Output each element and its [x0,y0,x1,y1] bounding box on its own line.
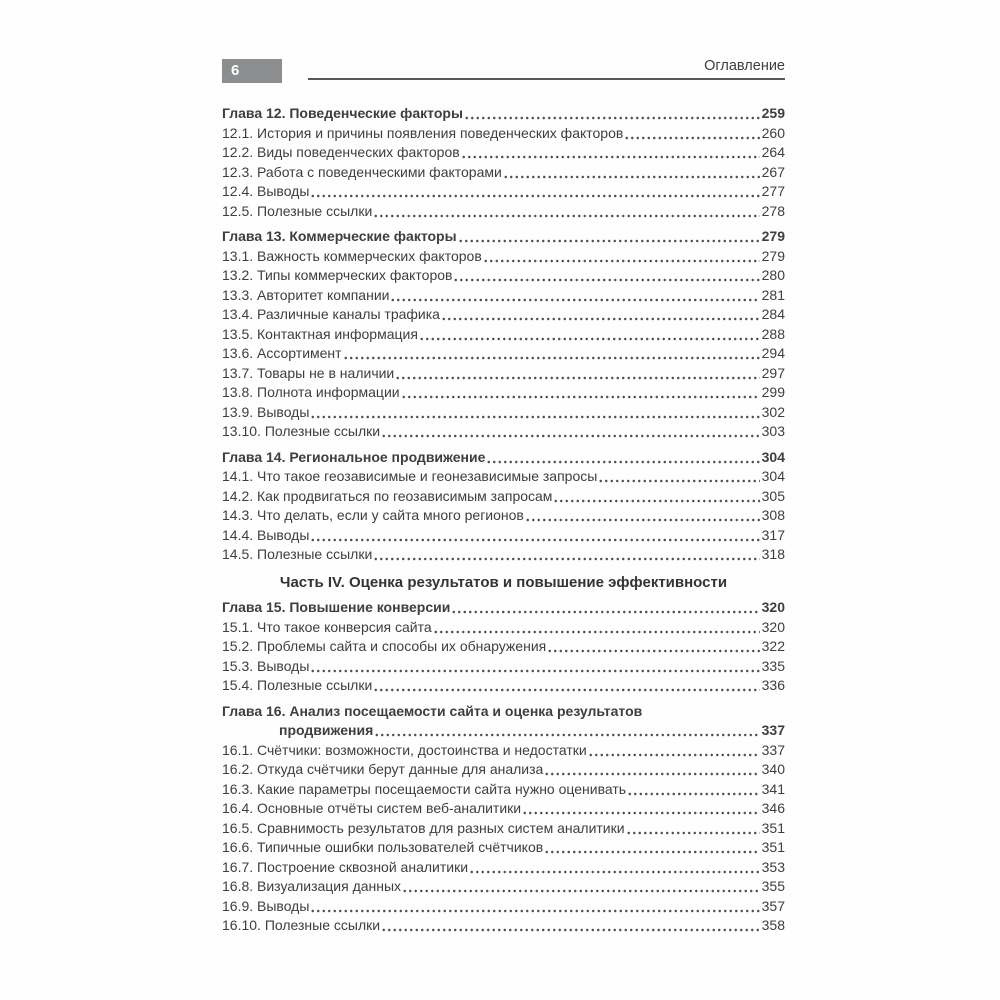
toc-entry-page-number: 277 [761,183,785,199]
toc-entry-page-number: 355 [761,878,785,894]
chapter-heading-row [222,598,785,618]
toc-entry-label: 12.1. История и причины появления поведенческих факторов [222,124,624,141]
toc-entry-page-number: 288 [761,325,785,342]
toc-entry-page-number: 308 [761,507,785,523]
toc-entry-page-number: 264 [761,144,785,160]
toc-entry-label: 14.3. Что делать, если у сайта много регионов [222,507,524,523]
toc-entry-label: 15.3. Выводы [222,657,310,674]
dot-leader [624,124,759,144]
dot-leader [464,104,760,124]
dot-leader [310,526,759,546]
toc-entry-page-number: 278 [761,202,785,219]
toc-entry-row [222,897,785,917]
toc-entry-label: 16.5. Сравнимость результатов для разных систем аналитики [222,819,625,836]
toc-entry-row [222,819,785,839]
toc-entry-row [222,266,785,286]
toc-entry-label: 13.8. Полнота информации [222,384,400,400]
toc-entry-row [222,657,785,677]
dot-leader [503,163,760,183]
table-of-contents [222,97,785,936]
dot-leader [310,182,759,202]
toc-entry-label: 13.7. Товары не в наличии [222,364,395,381]
toc-entry-label: Глава 13. Коммерческие факторы [222,228,457,244]
toc-entry-row [222,383,785,403]
toc-entry-page-number: 322 [761,638,785,654]
toc-entry-label: 12.3. Работа с поведенческими факторами [222,163,502,180]
toc-entry-page-number: 284 [761,306,785,322]
toc-entry-row [222,545,785,565]
dot-leader [486,448,759,468]
part-heading [222,573,785,593]
dot-leader [522,799,760,819]
toc-entry-page-number: 305 [761,487,785,504]
toc-entry-row [222,247,785,267]
toc-entry-row [222,637,785,657]
toc-entry-page-number: 294 [761,345,785,361]
toc-entry-page-number: 317 [761,526,785,543]
chapter-heading-continuation-row [222,721,785,741]
dot-leader [310,657,759,677]
toc-entry-label: 13.10. Полезные ссылки [222,423,381,439]
toc-entry-page-number: 318 [761,546,785,562]
toc-entry-page-number: 302 [761,403,785,420]
dot-leader [419,325,760,345]
toc-entry-row [222,305,785,325]
toc-entry-label: 16.6. Типичные ошибки пользователей счётчиков [222,839,544,855]
dot-leader [544,838,759,858]
toc-entry-row [222,487,785,507]
toc-entry-label: Глава 15. Повышение конверсии [222,599,451,615]
toc-entry-label: 16.10. Полезные ссылки [222,917,381,933]
dot-leader [525,506,760,526]
toc-entry-label: Глава 12. Поведенческие факторы [222,105,463,121]
toc-entry-page-number: 299 [761,384,785,400]
toc-entry-row [222,143,785,163]
toc-entry-label: 12.4. Выводы [222,183,310,199]
toc-entry-label: 15.4. Полезные ссылки [222,677,373,693]
toc-entry-page-number: 337 [761,741,785,758]
toc-entry-label: 13.2. Типы коммерческих факторов [222,267,453,283]
toc-entry-row [222,325,785,345]
toc-entry-page-number: 358 [761,917,785,933]
toc-entry-page-number: 297 [761,364,785,381]
toc-entry-label: 12.5. Полезные ссылки [222,202,373,219]
dot-leader [588,741,760,761]
toc-entry-row [222,403,785,423]
page-number-badge: 6 [222,59,282,83]
toc-entry-label: 15.2. Проблемы сайта и способы их обнаружения [222,638,547,654]
toc-entry-row [222,780,785,800]
toc-entry-row [222,202,785,222]
toc-entry-row [222,163,785,183]
dot-leader [451,598,759,618]
toc-entry-row [222,760,785,780]
toc-entry-label: 16.4. Основные отчёты систем веб-аналитики [222,800,522,816]
toc-entry-label: 13.4. Различные каналы трафика [222,306,440,322]
toc-entry-page-number: 341 [761,780,785,797]
dot-leader [310,897,759,917]
toc-entry-row [222,364,785,384]
toc-entry-page-number: 280 [761,267,785,283]
toc-entry-label: 16.1. Счётчики: возможности, достоинства и недостатки [222,741,587,758]
toc-entry-label: 13.3. Авторитет компании [222,286,390,303]
toc-entry-label: Глава 14. Региональное продвижение [222,448,486,465]
toc-entry-label: 13.1. Важность коммерческих факторов [222,247,482,264]
toc-entry-row [222,344,785,364]
toc-entry-row [222,877,785,897]
toc-entry-page-number: 279 [761,247,785,264]
toc-entry-row [222,799,785,819]
toc-entry-label: 16.9. Выводы [222,897,310,914]
toc-entry-row [222,467,785,487]
chapter-heading-row [222,702,785,722]
toc-entry-page-number: 353 [761,858,785,875]
toc-entry-label: 13.9. Выводы [222,403,310,420]
part-heading-label: Часть IV. Оценка результатов и повышение эффективности [279,573,728,591]
dot-leader [373,545,759,565]
dot-leader [401,383,760,403]
toc-entry-page-number: 320 [761,618,785,635]
toc-entry-label: 16.7. Построение сквозной аналитики [222,858,469,875]
toc-entry-label: продвижения [279,722,374,738]
toc-entry-page-number: 340 [761,761,785,777]
dot-leader [547,637,759,657]
dot-leader [627,780,760,800]
dot-leader [395,364,759,384]
toc-entry-page-number: 351 [761,839,785,855]
toc-entry-label: 16.3. Какие параметры посещаемости сайта нужно оценивать [222,780,627,797]
toc-entry-page-number: 304 [761,468,785,484]
toc-entry-page-number: 259 [761,105,785,121]
dot-leader [402,877,760,897]
dot-leader [433,618,760,638]
dot-leader [381,422,760,442]
toc-entry-page-number: 336 [761,677,785,693]
toc-entry-row [222,422,785,442]
chapter-heading-row [222,227,785,247]
toc-entry-page-number: 335 [761,657,785,674]
dot-leader [310,403,759,423]
dot-leader [544,760,759,780]
toc-entry-label: 15.1. Что такое конверсия сайта [222,618,432,635]
toc-entry-row [222,526,785,546]
toc-entry-page-number: 279 [761,228,785,244]
toc-entry-row [222,506,785,526]
chapter-heading-row [222,448,785,468]
toc-entry-page-number: 260 [761,124,785,141]
dot-leader [453,266,759,286]
dot-leader [381,916,760,936]
toc-entry-label: 14.1. Что такое геозависимые и геонезависимые запросы [222,468,598,484]
dot-leader [483,247,760,267]
toc-entry-page-number: 346 [761,800,785,816]
toc-entry-row [222,916,785,936]
toc-entry-page-number: 337 [761,722,785,738]
dot-leader [441,305,760,325]
toc-entry-label: 16.2. Откуда счётчики берут данные для анализа [222,761,544,777]
toc-entry-label: 16.8. Визуализация данных [222,878,402,894]
dot-leader [390,286,759,306]
toc-entry-page-number: 320 [761,599,785,615]
dot-leader [469,858,760,878]
toc-entry-row [222,182,785,202]
dot-leader [626,819,760,839]
dot-leader [374,721,759,741]
dot-leader [343,344,760,364]
dot-leader [598,467,759,487]
chapter-heading-row [222,104,785,124]
toc-entry-page-number: 281 [761,286,785,303]
toc-entry-page-number: 357 [761,897,785,914]
toc-entry-row [222,124,785,144]
toc-entry-label: Глава 16. Анализ посещаемости сайта и оценка результатов [222,702,643,719]
toc-entry-label: 14.2. Как продвигаться по геозависимым запросам [222,487,553,504]
toc-entry-page-number: 351 [761,819,785,836]
toc-entry-row [222,838,785,858]
dot-leader [373,676,759,696]
header-rule [308,78,785,80]
toc-entry-label: 13.5. Контактная информация [222,325,418,342]
toc-entry-row [222,618,785,638]
toc-entry-row [222,286,785,306]
dot-leader [553,487,759,507]
toc-entry-page-number: 303 [761,423,785,439]
running-title: Оглавление [704,58,785,74]
toc-entry-row [222,676,785,696]
toc-entry-page-number: 267 [761,163,785,180]
toc-entry-label: 14.5. Полезные ссылки [222,546,373,562]
toc-entry-label: 13.6. Ассортимент [222,345,342,361]
toc-entry-row [222,741,785,761]
dot-leader [458,227,760,247]
toc-entry-page-number: 304 [761,448,785,465]
toc-entry-row [222,858,785,878]
dot-leader [461,143,760,163]
toc-entry-label: 12.2. Виды поведенческих факторов [222,144,460,160]
toc-entry-label: 14.4. Выводы [222,526,310,543]
dot-leader [373,202,759,222]
